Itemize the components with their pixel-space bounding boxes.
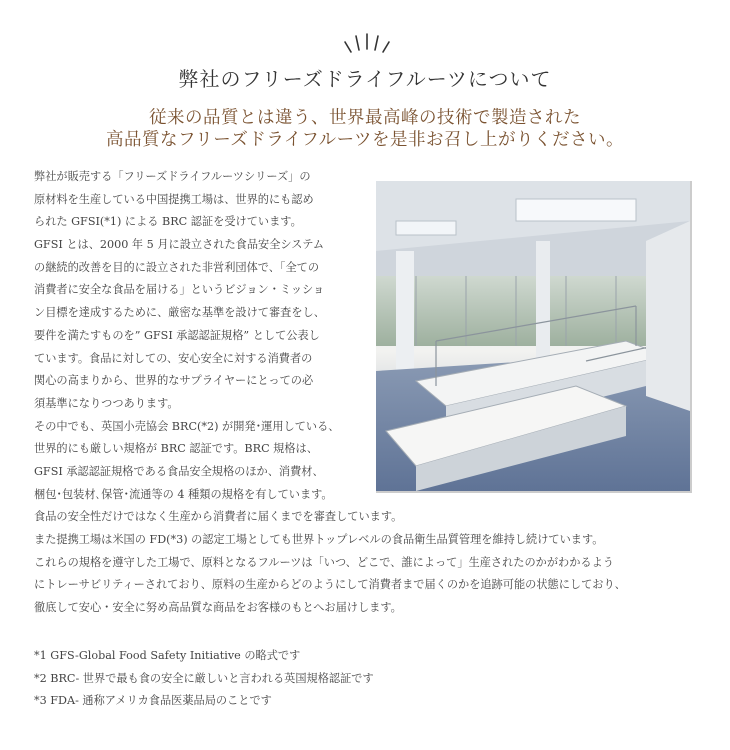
body-line: ン目標を達成するために、厳密な基準を設けて審査をし、 bbox=[34, 306, 325, 320]
laboratory-photo bbox=[376, 181, 692, 493]
footnote: *2 BRC- 世界で最も食の安全に厳しいと言われる英国規格認証です bbox=[34, 671, 374, 685]
body-line: これらの規格を遵守した工場で、原料となるフルーツは「いつ、どこで、誰によって」生産されたのかがわかるよう bbox=[34, 555, 614, 569]
body-line: 関心の高まりから、世界的なサプライヤーにとっての必 bbox=[34, 374, 314, 388]
body-line: 須基準になりつつあります。 bbox=[34, 396, 179, 410]
subtitle bbox=[0, 107, 730, 151]
body-line: 弊社が販売する「フリーズドライフルーツシリーズ」の bbox=[34, 170, 311, 183]
body-line: GFSI 承認認証規格である食品安全規格のほか、消費材、 bbox=[34, 464, 324, 478]
footnotes bbox=[34, 645, 374, 713]
body-line: 原材料を生産している中国提携工場は、世界的にも認め bbox=[34, 192, 314, 206]
body-line: GFSI とは、2000 年 5 月に設立された食品安全システム bbox=[34, 238, 325, 252]
body-line: 要件を満たすものを” GFSI 承認認証規格” として公表し bbox=[34, 328, 320, 342]
footnote: *3 FDA- 通称アメリカ食品医薬品局のことです bbox=[34, 694, 272, 708]
sparkle-lines-icon bbox=[337, 30, 397, 60]
subtitle-line: 高品質なフリーズドライフルーツを是非お召し上がりください。 bbox=[106, 130, 624, 150]
footnote: *1 GFS-Global Food Safety Initiative の略式です bbox=[34, 649, 301, 662]
body-line: にトレーサビリティーされており、原料の生産からどのようにして消費者まで届くのかを追跡可能の状態にしており、 bbox=[34, 578, 626, 592]
body-line: ています。食品に対しての、安心安全に対する消費者の bbox=[34, 351, 313, 365]
body-line: 徹底して安心・安全に努め高品質な商品をお客様のもとへお届けします。 bbox=[34, 601, 402, 615]
body-line: の継続的改善を目的に設立された非営利団体で、「全ての bbox=[34, 260, 320, 274]
subtitle-line: 従来の品質とは違う、世界最高峰の技術で製造された bbox=[149, 108, 581, 128]
body-line: その中でも、英国小売協会 BRC(*2) が開発･運用している、 bbox=[34, 419, 340, 433]
body-line: また提携工場は米国の FD(*3) の認定工場としても世界トップレベルの食品衛生品質管理を維持し続けています。 bbox=[34, 533, 604, 546]
body-line: 世界的にも厳しい規格が BRC 認証です。BRC 規格は、 bbox=[34, 442, 318, 456]
page-title: 弊社のフリーズドライフルーツについて bbox=[178, 67, 552, 91]
body-line: られた GFSI(*1) による BRC 認証を受けています。 bbox=[34, 215, 302, 229]
body-line: 消費者に安全な食品を届ける」というビジョン・ミッショ bbox=[34, 283, 325, 297]
body-line: 梱包･包装材､保管･流通等の 4 種類の規格を有しています。 bbox=[34, 487, 333, 501]
laboratory-illustration bbox=[376, 181, 690, 491]
body-line: 食品の安全性だけではなく生産から消費者に届くまでを審査しています。 bbox=[34, 510, 403, 524]
